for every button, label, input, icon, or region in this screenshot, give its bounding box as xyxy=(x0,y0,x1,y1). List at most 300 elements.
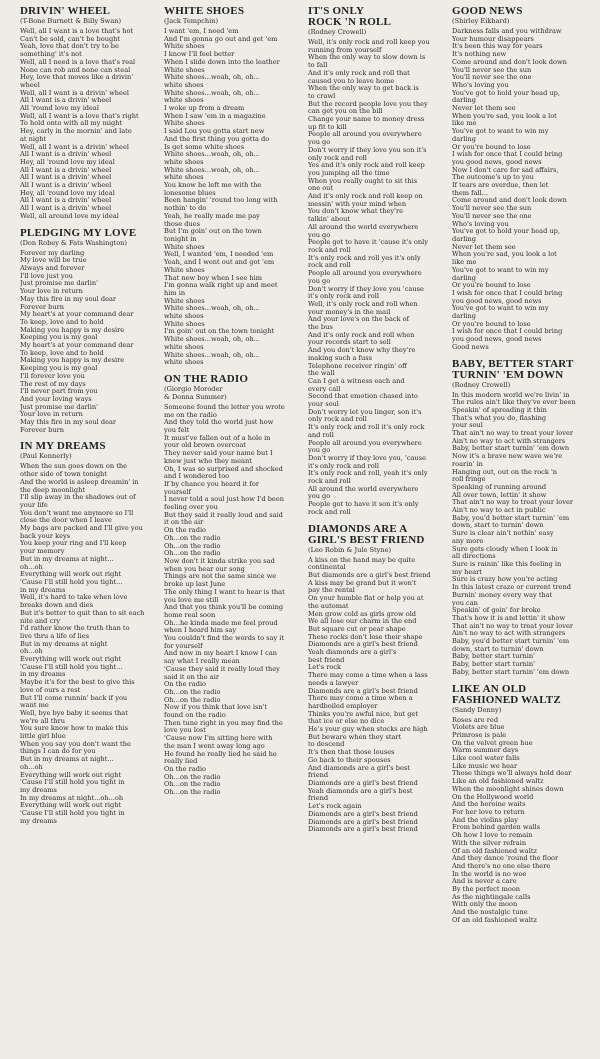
lyric-line: 'Cause they said it really loud they xyxy=(164,664,280,673)
lyric-line: Diamonds are a girl's best friend xyxy=(308,817,418,826)
lyric-line: All I want is a drivin' wheel xyxy=(20,165,112,174)
lyric-line: But in my dreams at night... xyxy=(20,755,114,764)
lyric-line: Oh...on the radio xyxy=(164,780,221,789)
lyric-line: Yeah, love that don't try to be xyxy=(20,42,119,51)
lyric-line: Hanging out, out on the rock 'n xyxy=(452,467,558,476)
lyric-line: White shoes xyxy=(164,296,205,305)
lyric-line: But in my dreams at night xyxy=(20,639,108,648)
lyric-line: knew just who they meant xyxy=(164,456,252,465)
lyric-line: Forever burn xyxy=(20,302,64,311)
lyric-line: Baby, better start turnin' 'em down xyxy=(452,667,570,676)
lyric-line: Never let them see xyxy=(452,242,516,251)
lyric-line: white shoes xyxy=(164,342,204,351)
lyric-line: Forever my darling xyxy=(20,248,85,257)
lyric-line: A kiss on the hand may be quite xyxy=(308,555,416,564)
lyric-line: People all around you everywhere xyxy=(308,130,422,139)
lyric-line: My love will be true xyxy=(20,256,87,265)
lyric-line: Warm summer days xyxy=(452,746,519,755)
lyric-line: When you really ought to sit this xyxy=(308,176,418,185)
lyric-line: continental xyxy=(308,563,346,572)
lyric-line: May this fire in my soul dear xyxy=(20,294,117,303)
lyric-line: talkin' about xyxy=(308,215,350,224)
lyric-line: my dreams xyxy=(20,785,57,794)
lyric-line: wheel xyxy=(20,80,40,89)
lyric-line: Primrose is pale xyxy=(452,730,507,739)
lyric-line: the automat xyxy=(308,601,349,610)
lyric-line: Speakin' of goin' for broke xyxy=(452,606,541,615)
lyric-line: Come around and don't look down xyxy=(452,196,567,205)
lyric-line: darling xyxy=(452,273,476,282)
song-credit: (Giorgio Moroder & Donna Summer) xyxy=(164,384,227,401)
song-block xyxy=(452,684,588,925)
lyric-line: oh...oh xyxy=(20,647,43,656)
lyric-line: Now if you think that love isn't xyxy=(164,703,268,712)
lyric-line: Someone found the letter you wrote xyxy=(164,402,285,411)
lyric-line: It's nothing new xyxy=(452,50,507,59)
lyric-line: Baby, better start turnin' xyxy=(452,660,535,669)
lyric-line: home real soon xyxy=(164,610,216,619)
lyric-line: Yeah diamonds are a girl's xyxy=(308,648,397,657)
song-title: ON THE RADIO xyxy=(164,372,249,385)
lyric-line: best friend xyxy=(308,655,345,664)
lyric-line: back your keys xyxy=(20,531,71,540)
lyric-line: friend xyxy=(308,794,329,803)
lyric-line: Can I get a witness each and xyxy=(308,376,405,385)
song-credit: (Don Robey & Fats Washington) xyxy=(20,238,127,247)
song-title: DRIVIN' WHEEL xyxy=(20,6,111,17)
lyric-line: you can xyxy=(452,598,478,607)
song-title: TURNIN' 'EM DOWN xyxy=(452,368,564,381)
lyric-line: Well, all I want is a love that's right xyxy=(20,111,139,120)
lyric-line: Oh...on the radio xyxy=(164,788,221,797)
lyric-line: On the Hollywood world xyxy=(452,792,534,801)
lyric-line: Don't worry let you linger, son it's xyxy=(308,407,422,416)
song-title: GOOD NEWS xyxy=(452,6,523,17)
lyric-line: the bus xyxy=(308,323,333,332)
lyric-line: And I'm gonna go out and get 'em xyxy=(164,34,278,43)
lyric-line: white shoes xyxy=(164,80,204,89)
lyric-line: rock and roll xyxy=(308,245,351,254)
lyric-line: My heart's at your command dear xyxy=(20,341,134,350)
lyric-line: Don't worry if they love you, 'cause xyxy=(308,453,426,462)
lyric-line: it on the air xyxy=(164,518,204,527)
lyric-line: To keep, love and to hold xyxy=(20,317,104,326)
song-block xyxy=(20,228,156,435)
lyric-line: something' it's not xyxy=(20,50,82,59)
lyric-line: 'Cause I'll still hold you tight... xyxy=(20,662,123,671)
lyric-line: when you hear our song xyxy=(164,564,245,573)
lyric-line: But it's better to quit than to sit each xyxy=(20,608,145,617)
lyric-line: Making you happy is my desire xyxy=(20,356,125,365)
lyric-line: things I can do for you xyxy=(20,747,96,756)
lyric-line: All 'round love my ideal xyxy=(20,104,99,113)
lyric-line: I woke up from a dream xyxy=(164,104,245,113)
lyric-line: Ain't no way to act with strangers xyxy=(452,436,566,445)
lyric-line: It's only rock and roll yes it's only xyxy=(308,253,421,262)
lyric-line: messin' with your mind when xyxy=(308,199,407,208)
lyric-line: 'Cause I'll still hold you tight... xyxy=(20,578,123,586)
lyric-line: When the only way to get back is xyxy=(308,84,419,93)
lyric-line: you go xyxy=(308,138,331,147)
lyric-line: When I saw 'em in a magazine xyxy=(164,111,266,120)
lyric-line: darling xyxy=(452,134,476,143)
lyric-line: Just promise me darlin' xyxy=(20,402,98,411)
lyric-line: Telephone receiver ringin' off xyxy=(308,361,407,370)
lyric-line: for yourself xyxy=(164,641,203,650)
lyric-line: your old brown overcoat xyxy=(164,441,246,450)
lyric-line: white shoes xyxy=(164,157,204,166)
lyric-line: rock and roll xyxy=(308,507,351,516)
lyric-line: darling xyxy=(452,96,476,105)
lyric-line: And it's only rock and roll when xyxy=(308,330,415,339)
lyric-line: Or you're bound to lose xyxy=(452,142,531,151)
lyric-line: oh...oh xyxy=(20,562,43,571)
lyric-line: Hey, carly in the mornin' and late xyxy=(20,127,132,136)
lyric-line: We all lose our charm in the end xyxy=(308,617,417,626)
lyric-line: On the velvet green hue xyxy=(452,738,533,747)
lyric-line: Well, all I want is a love that's hot xyxy=(20,27,134,35)
lyric-line: caused you to leave home xyxy=(308,76,395,85)
lyric-line: Baby, you'd better start turnin' 'em xyxy=(452,513,570,522)
lyric-line: You sure know how to make this xyxy=(20,724,129,733)
lyric-line: Baby, better start turnin' xyxy=(452,652,535,661)
lyric-line: Roses are red xyxy=(452,715,499,724)
lyric-line: It's only rock and roll, yeah it's only xyxy=(308,469,428,478)
lyric-line: It's been this way for years xyxy=(452,42,543,51)
lyric-line: needs a lawyer xyxy=(308,678,359,687)
lyric-line: your memory xyxy=(20,547,65,556)
lyric-line: really lied xyxy=(164,757,198,766)
lyric-line: nite and cry xyxy=(20,616,61,625)
lyric-line: when I heard him say xyxy=(164,626,237,635)
lyric-line: Well, all I want is a drivin' wheel xyxy=(20,142,129,151)
lyric-line: That's what you do, flashing xyxy=(452,413,547,422)
lyric-line: The rules ain't like they've ever been xyxy=(452,398,576,407)
lyric-line: Like an old fashioned waltz xyxy=(452,777,544,786)
lyric-line: Yeah, and I went out and got 'em xyxy=(164,258,275,267)
lyric-line: And the heroine waits xyxy=(452,800,526,809)
lyric-line: And your loving ways xyxy=(20,394,92,403)
lyric-line: In this latest craze or current trend xyxy=(452,583,571,592)
lyric-line: You couldn't find the words to say it xyxy=(164,634,285,643)
lyric-line: And is never a care xyxy=(452,877,517,886)
lyric-line: you good news, good news xyxy=(452,335,542,344)
lyric-line: When the moonlight shines down xyxy=(452,784,564,793)
lyric-line: Sure is clear ain't nothin' easy xyxy=(452,529,554,538)
lyric-line: hardboiled employer xyxy=(308,701,378,710)
lyric-line: your life xyxy=(20,500,48,509)
lyric-line: Baby, you'd better start turnin' 'em xyxy=(452,637,570,646)
lyric-line: making such a fuss xyxy=(308,353,372,362)
lyric-line: White shoes xyxy=(164,265,205,274)
lyric-line: running from yourself xyxy=(308,45,382,54)
lyric-line: You know he left me with the xyxy=(164,181,262,190)
lyric-line: These rocks don't lose their shape xyxy=(308,632,423,641)
lyric-line: You keep your ring and I'll keep xyxy=(20,539,127,548)
lyric-line: Let's rock xyxy=(308,663,342,672)
lyric-line: my dreams xyxy=(20,816,57,825)
lyric-line: Ain't no way to act with strangers xyxy=(452,629,566,638)
lyric-line: When you're sad, you look a lot xyxy=(452,111,557,120)
lyric-line: any more xyxy=(452,536,484,545)
lyric-line: When the sun goes down on the xyxy=(20,462,127,471)
lyric-line: you go xyxy=(308,230,331,239)
lyric-line: oh...oh xyxy=(20,762,43,771)
lyric-line: People all around you everywhere xyxy=(308,438,422,447)
lyric-line: white shoes xyxy=(164,312,204,321)
lyric-line: Good news xyxy=(452,342,489,351)
lyric-line: For her love to return xyxy=(452,807,525,816)
lyric-line: Who's loving you xyxy=(452,80,509,89)
song-block xyxy=(164,374,300,797)
song-credit: (Leo Robin & Jule Styne) xyxy=(308,545,392,554)
lyric-line: you felt xyxy=(164,426,190,435)
lyric-line: Well, I wanted 'em, I needed 'em xyxy=(164,250,274,259)
song-title: WHITE SHOES xyxy=(164,6,245,17)
lyric-line: With only the moon xyxy=(452,900,518,909)
lyric-line: can get you on the bill xyxy=(308,107,383,116)
lyric-line: you jumping all the time xyxy=(308,168,390,177)
lyric-line: Well, it's only rock and roll keep you xyxy=(308,38,430,46)
lyric-line: You've got to want to win my xyxy=(452,304,549,313)
lyric-line: Your humour disappears xyxy=(452,34,534,43)
lyric-line: Can't be sold, can't be bought xyxy=(20,34,121,43)
lyric-line: And there's no one else there xyxy=(452,861,551,870)
lyric-line: up fit to kill xyxy=(308,122,347,131)
lyric-line: That ain't no way to treat your lover xyxy=(452,498,574,507)
lyric-line: my heart xyxy=(452,567,482,576)
lyric-line: the man I went away long ago xyxy=(164,741,265,750)
lyric-line: Now I don't care for sad affairs, xyxy=(452,165,559,174)
lyric-line: Well, all around love my ideal xyxy=(20,211,119,220)
column-2 xyxy=(164,6,300,1059)
lyric-line: All I want is a drivin' wheel xyxy=(20,150,112,159)
lyric-line: Hey, love that moves like a drivin' xyxy=(20,73,134,82)
lyric-line: Maybe it's for the best to give this xyxy=(20,678,135,687)
lyric-line: Let's rock again xyxy=(308,802,362,811)
lyric-line: down, start to turnin' down xyxy=(452,644,544,653)
lyric-line: That ain't no way to treat your lover xyxy=(452,429,574,438)
lyric-line: that ice or else no dice xyxy=(308,717,385,726)
lyric-line: yourself xyxy=(164,487,191,496)
lyric-line: Of an old fashioned waltz xyxy=(452,846,537,855)
lyric-line: Oh...on the radio xyxy=(164,549,221,558)
lyric-line: Things are not the same since we xyxy=(164,572,277,581)
lyric-line: it's only rock and roll xyxy=(308,292,379,301)
lyric-line: In this modern world we're livin' in xyxy=(452,390,570,399)
lyric-line: You'll never see the one xyxy=(452,73,532,82)
lyric-line: All I want is a drivin' wheel xyxy=(20,96,112,105)
lyric-line: It's then that those louses xyxy=(308,748,395,757)
column-3 xyxy=(308,6,444,1059)
lyric-line: On the radio xyxy=(164,764,207,773)
lyric-line: White shoes...woah, oh, oh... xyxy=(164,73,260,82)
song-title: PLEDGING MY LOVE xyxy=(20,226,137,239)
lyric-line: roll fringe xyxy=(452,475,486,484)
lyric-line: People got to have it son it's only xyxy=(308,500,419,509)
lyric-line: the deep moonlight xyxy=(20,485,86,494)
song-title: IT'S ONLY xyxy=(308,6,365,17)
lyric-line: those dues xyxy=(164,219,201,228)
lyric-line: all directions xyxy=(452,552,496,561)
lyric-line: White shoes xyxy=(164,42,205,51)
lyric-line: nothin' to do xyxy=(164,204,207,213)
lyric-line: only rock and roll xyxy=(308,415,367,424)
lyric-line: me on the radio xyxy=(164,410,217,419)
lyric-line: white shoes xyxy=(164,173,204,182)
lyric-line: little girl blue xyxy=(20,732,66,741)
lyric-line: And you don't know why they're xyxy=(308,346,416,355)
lyric-line: in my dreams xyxy=(20,585,66,594)
lyric-line: Men grow cold as girls grow old xyxy=(308,609,417,618)
lyric-line: rock and roll xyxy=(308,477,351,486)
lyric-line: All I want is a drivin' wheel xyxy=(20,196,112,205)
lyric-line: Forever burn xyxy=(20,425,64,434)
lyric-line: Always and forever xyxy=(20,263,85,272)
lyric-line: broke up last June xyxy=(164,580,226,589)
lyric-line: Well, it's hard to take when love xyxy=(20,593,128,602)
lyric-line: Hey, all 'round love my ideal xyxy=(20,157,115,166)
lyric-line: Everything will work out right xyxy=(20,655,122,664)
lyric-line: Who's loving you xyxy=(452,219,509,228)
lyric-line: When you're sad, you look a lot xyxy=(452,250,557,259)
lyric-line: Like cool water falls xyxy=(452,754,520,763)
lyric-line: like me xyxy=(452,119,477,128)
lyric-line: love of ours a rest xyxy=(20,685,81,694)
lyric-line: As the nightingale calls xyxy=(452,892,531,901)
lyric-line: It must've fallen out of a hole in xyxy=(164,433,271,442)
lyric-line: Just promise me darlin' xyxy=(20,279,98,288)
lyric-line: You don't know what they're xyxy=(308,207,403,216)
lyric-line: White shoes xyxy=(164,319,205,328)
lyric-line: and I wondered too xyxy=(164,472,230,481)
lyric-line: I never told a soul just how I'd been xyxy=(164,495,284,504)
lyric-line: Diamonds are a girl's best friend xyxy=(308,640,418,649)
lyric-line: I'm gonna walk right up and meet xyxy=(164,281,278,290)
lyric-line: There may come a time when a xyxy=(308,694,413,703)
lyric-line: It's only rock and roll it's only rock xyxy=(308,423,425,432)
song-block xyxy=(308,524,444,834)
lyric-line: Well, it's only rock and roll when xyxy=(308,299,418,308)
lyric-line: By the perfect moon xyxy=(452,885,521,894)
lyric-line: Don't worry if they love you son it's xyxy=(308,145,427,154)
lyric-line: And that you think you'll be coming xyxy=(164,603,284,612)
lyric-line: white shoes xyxy=(164,96,204,105)
lyric-line: You've got to want to win my xyxy=(452,127,549,136)
column-1 xyxy=(20,6,156,1059)
lyric-line: And it's only rock and roll that xyxy=(308,68,410,77)
lyric-line: White shoes...woah, oh, oh... xyxy=(164,335,260,344)
song-title: DIAMONDS ARE A xyxy=(308,522,408,535)
lyric-line: Go back to their spouses xyxy=(308,755,391,764)
song-title: GIRL'S BEST FRIEND xyxy=(308,533,425,546)
lyric-line: love you lost xyxy=(164,726,206,735)
lyric-line: You've got to want to win my xyxy=(452,265,549,274)
lyric-line: Never let them see xyxy=(452,104,516,113)
lyric-line: You'll never see the sun xyxy=(452,204,532,213)
lyric-line: But beware when they start xyxy=(308,732,402,741)
lyric-line: Speaking of running around xyxy=(452,482,547,491)
lyric-line: Oh...on the radio xyxy=(164,533,221,542)
lyric-line: said it on the air xyxy=(164,672,219,681)
lyric-line: All around the world everywhere xyxy=(308,222,419,231)
lyric-line: pay the rental xyxy=(308,586,355,595)
lyric-line: 'Cause now I'm sitting here with xyxy=(164,734,273,743)
lyric-line: Don't worry if they love you 'cause xyxy=(308,284,424,293)
lyric-line: in my dreams xyxy=(20,670,66,679)
lyric-line: like me xyxy=(452,258,477,267)
lyric-line: Second that emotion chased into xyxy=(308,392,418,401)
lyric-line: I wish for once that I could bring xyxy=(452,327,563,336)
lyric-line: friend xyxy=(308,771,329,780)
lyric-line: say what I really mean xyxy=(164,657,240,666)
lyric-line: Keeping you is my goal xyxy=(20,364,98,373)
lyric-line: your soul xyxy=(452,421,483,430)
lyric-line: White shoes xyxy=(164,242,205,251)
lyric-line: That's how it is and lettin' it show xyxy=(452,613,566,622)
lyric-line: Or you're bound to lose xyxy=(452,319,531,328)
lyric-line: want me xyxy=(20,701,49,710)
lyric-line: I want 'em, I need 'em xyxy=(164,27,239,35)
lyric-line: you love me still xyxy=(164,595,219,604)
lyric-line: Those things we'll always hold dear xyxy=(452,769,572,778)
lyric-line: you go xyxy=(308,446,331,455)
lyric-line: A kiss may be grand but it won't xyxy=(308,578,417,587)
lyric-line: Your love in return xyxy=(20,410,83,419)
song-credit: (Paul Kennerly) xyxy=(20,452,72,461)
lyric-line: Yes and it's only rock and roll keep xyxy=(308,161,425,170)
lyric-line: darling xyxy=(452,312,476,321)
lyric-line: lonesome blues xyxy=(164,188,216,197)
lyric-line: And the world is asleep dreamin' in xyxy=(20,477,139,486)
lyric-line: White shoes...woah, oh, oh... xyxy=(164,304,260,313)
lyric-line: Sure gets cloudy when I look in xyxy=(452,544,558,553)
lyric-line: Well, bye bye baby it seems that xyxy=(20,708,128,717)
song-credit: (Sandy Denny) xyxy=(452,705,502,714)
song-credit: (T-Bone Burnett & Billy Swan) xyxy=(20,17,122,25)
lyric-line: them fall... xyxy=(452,188,489,197)
lyric-line: With the silver refrain xyxy=(452,838,527,847)
lyric-line: When the only way to slow down is xyxy=(308,53,426,62)
lyric-line: Like music we hear xyxy=(452,761,518,770)
lyric-line: you good news, good news xyxy=(452,157,542,166)
lyric-line: People got to have it 'cause it's only xyxy=(308,238,428,247)
lyric-line: Speakin' of spreading it thin xyxy=(452,405,547,414)
lyric-line: Oh...on the radio xyxy=(164,772,221,781)
lyric-line: That ain't no way to treat your lover xyxy=(452,621,574,630)
song-title: BABY, BETTER START xyxy=(452,357,574,370)
lyric-line: feeling over you xyxy=(164,503,218,512)
lyric-line: Diamonds are a girl's best friend xyxy=(308,778,418,787)
lyric-line: On your humble flat or help you at xyxy=(308,594,424,603)
lyric-line: Everything will work out right xyxy=(20,770,122,779)
lyric-line: You'll never see the one xyxy=(452,211,532,220)
lyric-line: None can rob and none can steal xyxy=(20,65,131,74)
song-block xyxy=(20,441,156,825)
lyric-line: roarin' in xyxy=(452,459,483,468)
lyric-line: But I'm goin' out on the town xyxy=(164,227,262,236)
lyric-line: Oh...he kinda made me feel proud xyxy=(164,618,278,627)
lyric-line: You've got to hold your head up, xyxy=(452,88,560,97)
lyric-line: All over town, lettin' it show xyxy=(452,490,547,499)
lyric-line: I'll forever love you xyxy=(20,371,85,380)
song-credit: (Jack Tempchin) xyxy=(164,17,219,25)
lyric-line: Sure is rainin' like this feeling in xyxy=(452,560,562,568)
lyric-line: found on the radio xyxy=(164,711,226,720)
lyric-line: All I want is a drivin' wheel xyxy=(20,204,112,213)
lyric-line: Oh...on the radio xyxy=(164,541,221,550)
lyric-line: your money's in the mail xyxy=(308,307,391,316)
